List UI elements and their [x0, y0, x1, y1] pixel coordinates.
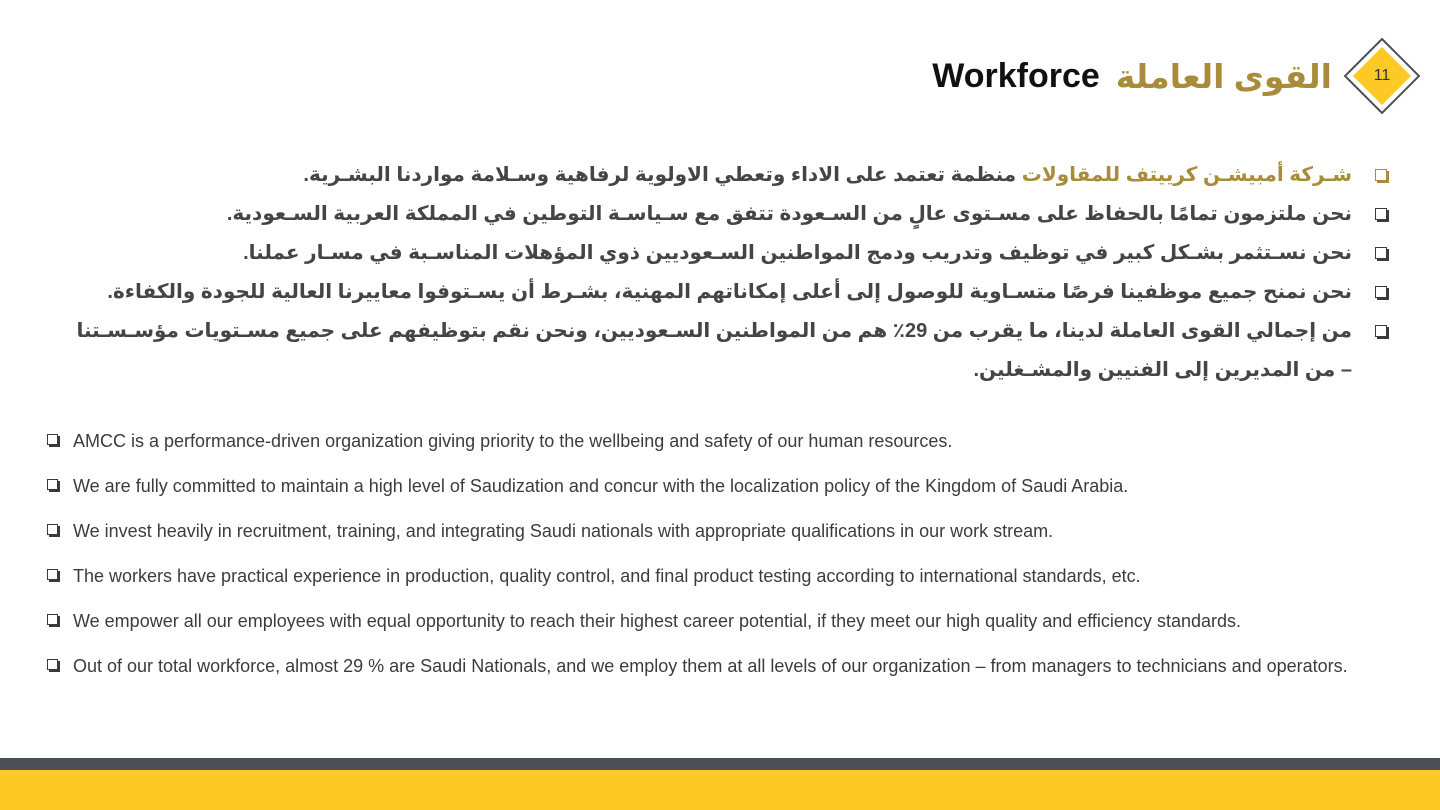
arabic-bullet-text: من إجمالي القوى العاملة لدينا، ما يقرب من 29٪ هم من المواطنين السـعوديين، ونحن نقم بتوظيفهم على جميع مسـتويات مؤسـسـتنا – من المديرين إلى الفنيين والمشـغلين. — [76, 320, 1352, 381]
english-bullet-item — [46, 423, 1426, 468]
arabic-bullet-item — [62, 156, 1352, 195]
checkbox-bullet-icon — [47, 659, 58, 670]
english-bullet-text: The workers have practical experience in production, quality control, and final product testing according to international standards, etc. — [73, 566, 1141, 586]
english-bullet-item — [46, 513, 1426, 558]
arabic-bullet-text: نحن نمنح جميع موظفينا فرصًا متسـاوية للوصول إلى أعلى إمكاناتهم المهنية، بشـرط أن يسـتوفوا معاييرنا العالية للجودة والكفاءة. — [107, 281, 1352, 303]
footer-dark-band — [0, 758, 1440, 770]
english-bullet-text: We are fully committed to maintain a high level of Saudization and concur with the localization policy of the Kingdom of Saudi Arabia. — [73, 476, 1129, 496]
english-bullet-item — [46, 468, 1426, 513]
arabic-bullet-item — [62, 312, 1352, 390]
english-bullet-item — [46, 648, 1426, 693]
checkbox-bullet-icon — [47, 614, 58, 625]
arabic-bullet-text: نحن ملتزمون تمامًا بالحفاظ على مسـتوى عالٍ من السـعودة تتفق مع سـياسـة التوطين في المملكة العربية السـعودية. — [226, 203, 1352, 225]
checkbox-bullet-icon — [1375, 286, 1387, 298]
footer-yellow-band — [0, 770, 1440, 810]
checkbox-bullet-icon — [47, 479, 58, 490]
arabic-bullet-item — [62, 195, 1352, 234]
arabic-bullet-item — [62, 273, 1352, 312]
arabic-bullet-list — [62, 156, 1352, 390]
title-english: Workforce — [932, 56, 1100, 95]
company-name-highlight: شـركة أمبيشـن كرييتف للمقاولات — [1021, 164, 1352, 186]
checkbox-bullet-icon — [47, 569, 58, 580]
english-bullet-text: We empower all our employees with equal opportunity to reach their highest career potential, if they meet our high quality and efficiency standards. — [73, 611, 1241, 631]
english-bullet-text: We invest heavily in recruitment, training, and integrating Saudi nationals with appropriate qualifications in our work stream. — [73, 521, 1054, 541]
english-bullet-item — [46, 558, 1426, 603]
english-bullet-text: Out of our total workforce, almost 29 % are Saudi Nationals, and we employ them at all levels of our organization – from managers to technicians and operators. — [73, 656, 1348, 676]
slide-header — [932, 38, 1420, 114]
checkbox-bullet-icon — [47, 434, 58, 445]
page-number-badge — [1344, 38, 1420, 114]
page-number: 11 — [1373, 67, 1391, 84]
checkbox-bullet-icon — [1375, 247, 1387, 259]
checkbox-bullet-icon — [1375, 169, 1387, 181]
arabic-bullet-text: نحن نسـتثمر بشـكل كبير في توظيف وتدريب ودمج المواطنين السـعوديين ذوي المؤهلات المناسـبة في مسـار عملنا. — [243, 242, 1352, 264]
checkbox-bullet-icon — [1375, 325, 1387, 337]
checkbox-bullet-icon — [1375, 208, 1387, 220]
english-bullet-item — [46, 603, 1426, 648]
english-bullet-text: AMCC is a performance-driven organization giving priority to the wellbeing and safety of our human resources. — [73, 431, 953, 451]
checkbox-bullet-icon — [47, 524, 58, 535]
title-arabic: القوى العاملة — [1115, 57, 1332, 95]
arabic-bullet-item — [62, 234, 1352, 273]
arabic-bullet-text: منظمة تعتمد على الاداء وتعطي الاولوية لرفاهية وسـلامة مواردنا البشـرية. — [303, 164, 1022, 186]
english-bullet-list — [46, 423, 1426, 693]
